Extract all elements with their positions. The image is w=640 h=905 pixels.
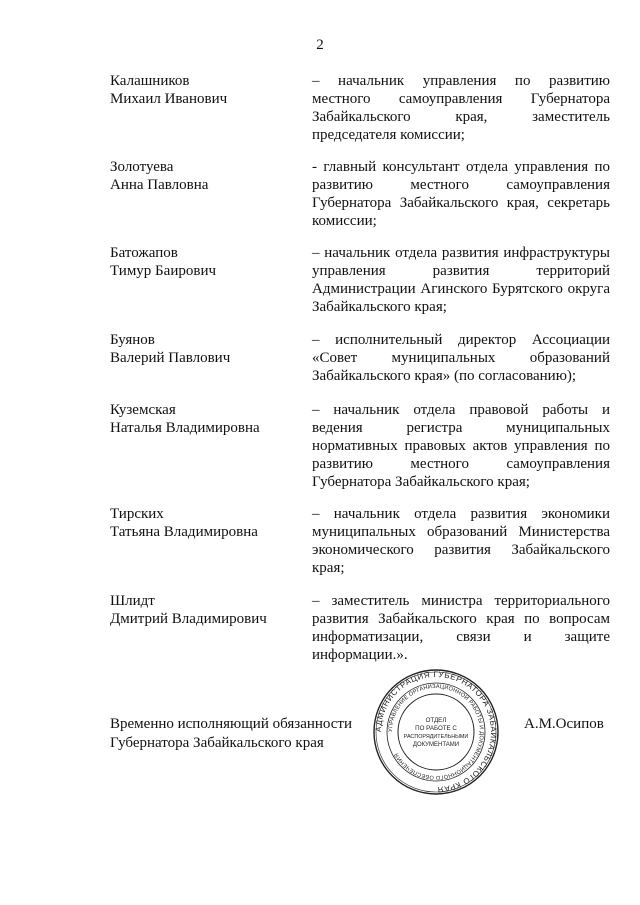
member-name: [110, 592, 290, 628]
member-name: [110, 505, 290, 541]
signatory-title-line: Временно исполняющий обязанности: [110, 716, 353, 732]
member-role: – исполнительный директор Ассоциации «Совет муниципальных образований Забайкальского края» (по согласованию);: [312, 332, 610, 384]
member-surname: Шлидт: [110, 593, 155, 609]
official-stamp: [372, 668, 500, 796]
member-role: – начальник отдела развития экономики муниципальных образований Министерства экономического развития Забайкальского края;: [312, 506, 610, 576]
signatory-title: [110, 715, 370, 753]
member-role: - главный консультант отдела управления по развитию местного самоуправления Губернатора Забайкальского края, секретарь комиссии;: [312, 159, 610, 229]
member-given-name: Михаил Иванович: [110, 91, 228, 107]
member-surname: Куземская: [110, 402, 176, 418]
stamp-inner-text: УПРАВЛЕНИЕ ОРГАНИЗАЦИОННОЙ РАБОТЫ И ДОКУМЕНТАЦИОННОГО ОБЕСПЕЧЕНИЯ: [387, 683, 485, 781]
stamp-center-text: РАСПОРЯДИТЕЛЬНЫМИ: [403, 734, 469, 740]
stamp-center-text: ДОКУМЕНТАМИ: [412, 742, 460, 748]
member-role: – начальник управления по развитию местного самоуправления Губернатора Забайкальского края, заместитель председателя комиссии;: [312, 73, 610, 143]
member-name: [110, 401, 290, 437]
member-given-name: Татьяна Владимировна: [110, 524, 258, 540]
member-surname: Буянов: [110, 332, 155, 348]
svg-text:УПРАВЛЕНИЕ ОРГАНИЗАЦИОННОЙ РАБ: [388, 684, 484, 780]
member-surname: Калашников: [110, 73, 190, 89]
member-given-name: Наталья Владимировна: [110, 420, 260, 436]
stamp-outer-text: АДМИНИСТРАЦИЯ ГУБЕРНАТОРА ЗАБАЙКАЛЬСКОГО КРАЯ: [373, 669, 499, 795]
member-name: [110, 331, 290, 367]
stamp-center-text: ПО РАБОТЕ С: [415, 725, 457, 732]
member-given-name: Валерий Павлович: [110, 350, 231, 366]
member-surname: Тирских: [110, 506, 164, 522]
member-name: [110, 72, 290, 108]
member-name: [110, 158, 290, 194]
member-surname: Батожапов: [110, 245, 178, 261]
member-role: – заместитель министра территориального развития Забайкальского края по вопросам информатизации, связи и защите информации.».: [312, 593, 610, 663]
page-number: 2: [316, 37, 324, 53]
member-name: [110, 244, 290, 280]
member-role: – начальник отдела правовой работы и ведения регистра муниципальных нормативных правовых актов управления по развитию местного самоуправления Губернатора Забайкальского края;: [312, 402, 610, 490]
signatory-name: А.М.Осипов: [524, 716, 604, 732]
member-surname: Золотуева: [110, 159, 174, 175]
signatory-title-line: Губернатора Забайкальского края: [110, 735, 324, 751]
stamp-seal-icon: [372, 668, 500, 796]
member-given-name: Дмитрий Владимирович: [110, 611, 267, 627]
member-role: – начальник отдела развития инфраструктуры управления развития территорий Администрации Агинского Бурятского округа Забайкальского края;: [312, 245, 610, 315]
stamp-center-text: ОТДЕЛ: [425, 717, 447, 724]
member-given-name: Тимур Баирович: [110, 263, 217, 279]
member-given-name: Анна Павловна: [110, 177, 209, 193]
